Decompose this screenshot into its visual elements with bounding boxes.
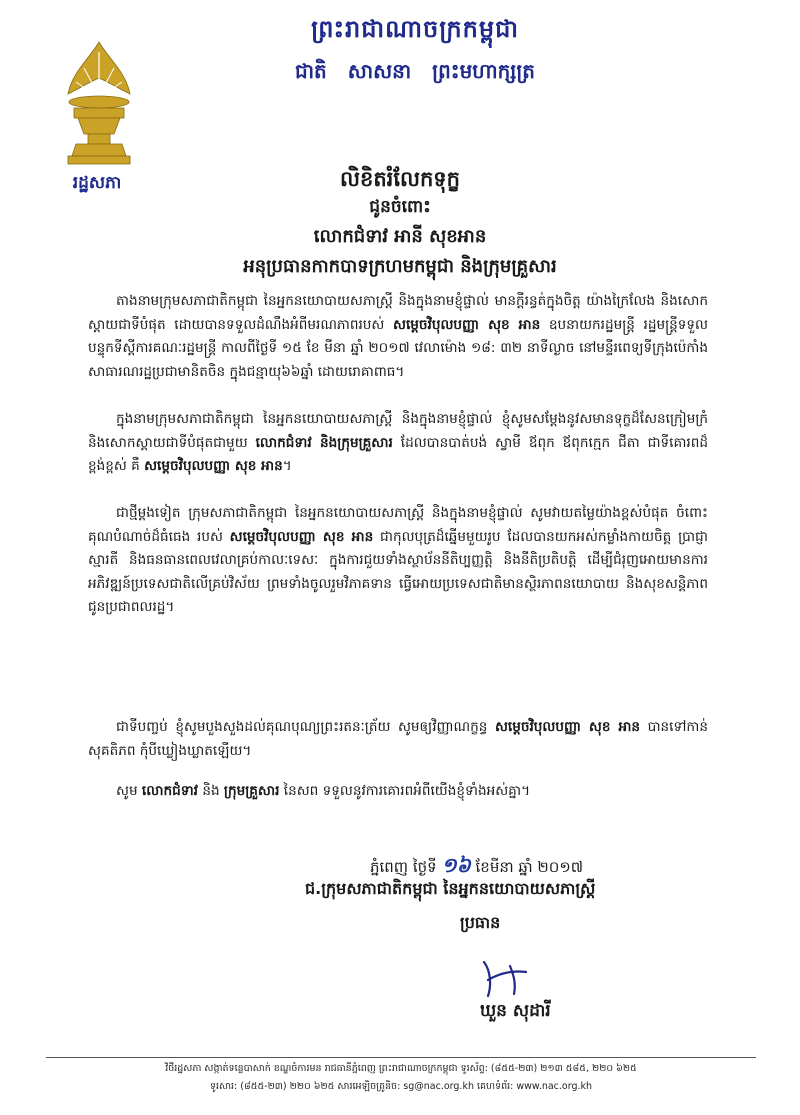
paragraph-2 xyxy=(88,408,708,479)
recipient-role: អនុប្រធានកាកបាទក្រហមកម្ពុជា និងក្រុមគ្រួសារ xyxy=(243,256,557,277)
paragraph-1 xyxy=(88,290,708,384)
paragraph-4 xyxy=(88,716,708,763)
letter-heading: លិខិតរំលែកទុក្ខ xyxy=(340,167,460,191)
addressee-label: ជូនចំពោះ xyxy=(369,197,431,217)
institution-label: រដ្ឋសភា xyxy=(72,173,122,193)
national-assembly-emblem-icon xyxy=(60,38,138,168)
signatory-organization: ជ.ក្រុមសភាជាតិកម្ពុជា នៃអ្នកនយោបាយសភាស្ត្រី xyxy=(305,879,596,898)
emphasized-text: សម្តេចវិបុលបញ្ញា សុខ អាន xyxy=(393,316,541,333)
text-run: តាងនាមក្រុមសភាជាតិកម្ពុជា នៃអ្នកនយោបាយសភាស្ត្រី និងក្នុងនាមខ្ញុំផ្ទាល់ មានក្តីរន្ធត់ក្នុងចិត្ត យ៉ាងក្រៃលែង និងសោកស្តាយជាទីបំផុត ដោយបានទទួលដំណឹងអំពីមរណភាពរបស់ xyxy=(88,293,708,333)
footer-address: វិថីរដ្ឋសភា សង្កាត់ទន្លេបាសាក់ ខណ្ឌចំការមន រាជធានីភ្នំពេញ ព្រះរាជាណាចក្រកម្ពុជា ទូរស័ព្ទ: (៨៥៥-២៣) ២១៣ ៥៨៥, ២២០ ៦២៥ xyxy=(165,1063,637,1074)
date-suffix: ខែមីនា ឆ្នាំ ២០១៧ xyxy=(475,858,584,876)
letterhead-kingdom: ព្រះរាជាណាចក្រកម្ពុជា xyxy=(311,15,519,43)
text-run: ឧបនាយករដ្ឋមន្ត្រី រដ្ឋមន្ត្រីទទួលបន្ទុកទីស្តីការគណៈរដ្ឋមន្ត្រី កាលពីថ្ងៃទី ១៥ ខែ មីនា ឆ្នាំ ២០១៧ វេលាម៉ោង ១៨: ៣២ នាទីល្ងាច នៅមន្ទីរពេទ្យទីក្រុងប៉េកាំង សាធារណរដ្ឋប្រជាមានិតចិន ក្នុងជន្មាយុ៦៦ឆ្នាំ ដោយរោគាពាធ។ xyxy=(88,316,708,380)
paragraph-3 xyxy=(88,502,708,620)
date-day: ១៦ xyxy=(441,853,471,877)
emphasized-text: សម្តេចវិបុលបញ្ញា សុខ អាន xyxy=(144,458,283,474)
emphasized-text: ក្រុមគ្រួសារ xyxy=(223,783,280,799)
text-run: ។ xyxy=(282,458,292,474)
text-run: ដែលបានបាត់បង់ ស្វាមី ឪពុក ឪពុកក្មេក ជីតា ជាទីគោរពដ៏ខ្ពង់ខ្ពស់ គឺ xyxy=(88,434,708,474)
letterhead-motto: ជាតិ សាសនា ព្រះមហាក្សត្រ xyxy=(295,59,535,83)
emphasized-text: លោកជំទាវ និងក្រុមគ្រួសារ xyxy=(255,434,393,451)
text-run: ជាកុលបុត្រដ៏ឆ្នើមមួយរូប ដែលបានយកអស់កម្លាំងកាយចិត្ត ប្រាជ្ញាស្មារតី និងធនធានពេលវេលាគ្រប់កាលៈទេសៈ ក្នុងការជួយទាំងស្ថាប័ននីតិប្បញ្ញត្តិ និងនីតិប្រតិបត្តិ ដើម្បីជំរុញអោយមានការអភិវឌ្ឍន៍ប្រទេសជាតិលើគ្រប់វិស័យ ព្រមទាំងចូលរួមវិភាគទាន ធ្វើអោយប្រទេសជាតិមានស្ថិរភាពនយោបាយ និងសុខសន្តិភាព ជូនប្រជាពលរដ្ឋ។ xyxy=(88,528,708,615)
text-run: នៃសព ទទួលនូវការគោរពអំពីយើងខ្ញុំទាំងអស់គ្នា។ xyxy=(279,783,531,799)
recipient-name: លោកជំទាវ អានី សុខអាន xyxy=(313,226,487,247)
text-run: និង xyxy=(198,783,224,799)
emphasized-text: សម្តេចវិបុលបញ្ញា សុខ អាន xyxy=(494,719,641,735)
text-run: ជាទីបញ្ចប់ ខ្ញុំសូមបួងសួងដល់គុណបុណ្យព្រះរតនៈត្រ័យ សូមឲ្យវិញ្ញាណក្ខន្ធ xyxy=(116,719,495,735)
signatory-role: ប្រធាន xyxy=(460,913,501,932)
footer-divider xyxy=(46,1057,756,1058)
date-prefix: ភ្នំពេញ ថ្ងៃទី xyxy=(370,858,437,876)
footer-contact: ទូរសារ: (៨៥៥-២៣) ២២០ ៦២៥ សារអេឡិចត្រូនិច: sg@nac.org.kh គេហទំព័រ: www.nac.org.kh xyxy=(209,1081,593,1092)
signer-name: ឃួន សុដារី xyxy=(480,1001,551,1021)
emphasized-text: លោកជំទាវ xyxy=(141,783,198,799)
handwritten-signature xyxy=(470,950,550,1000)
text-run: ជាថ្មីម្តងទៀត ក្រុមសភាជាតិកម្ពុជា នៃអ្នកនយោបាយសភាស្ត្រី និងក្នុងនាមខ្ញុំផ្ទាល់ សូមវាយតម្លៃយ៉ាងខ្ពស់បំផុត ចំពោះគុណបំណាច់ដ៏ធំធេង របស់ xyxy=(88,505,708,545)
text-run: បានទៅកាន់សុគតិភព កុំបីឃ្លៀងឃ្លាតឡើយ។ xyxy=(88,719,708,759)
text-run: សូម xyxy=(116,783,142,799)
paragraph-5 xyxy=(88,780,708,804)
emphasized-text: សម្តេចវិបុលបញ្ញា សុខ អាន xyxy=(229,528,374,545)
text-run: ក្នុងនាមក្រុមសភាជាតិកម្ពុជា នៃអ្នកនយោបាយសភាស្ត្រី និងក្នុងនាមខ្ញុំផ្ទាល់ ខ្ញុំសូមសម្តែងនូវសមានទុក្ខដ៏សែនក្រៀមក្រំ និងសោកស្តាយជាទីបំផុតជាមួយ xyxy=(88,411,708,451)
